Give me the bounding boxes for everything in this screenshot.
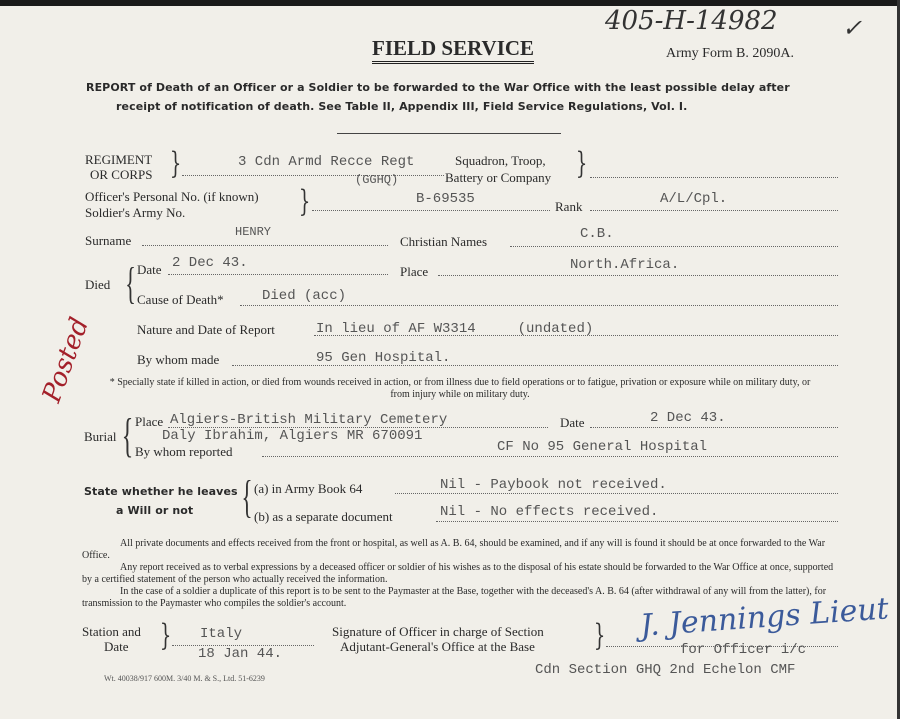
footnote: * Specially state if killed in action, or died from wounds received in action, or from illness due to field operations or to fatigue, privation or exposure while on military duty, or from injury while on military duty. xyxy=(109,377,811,400)
print-code: Wt. 40038/917 600M. 3/40 M. & S., Ltd. 51-6239 xyxy=(104,674,265,683)
dotted-fill-line xyxy=(436,521,838,522)
nature-value: In lieu of AF W3314 (undated) xyxy=(316,321,594,337)
dotted-fill-line xyxy=(240,305,838,306)
form-number: Army Form B. 2090A. xyxy=(666,46,794,61)
will-question-1: State whether he leaves xyxy=(84,485,238,498)
officer-no-label: Officer's Personal No. (if known) xyxy=(85,189,259,204)
will-a-label: (a) in Army Book 64 xyxy=(254,481,363,496)
brace: } xyxy=(169,146,182,181)
signature-label-1: Signature of Officer in charge of Section xyxy=(332,624,544,639)
officer-line-1: for Officer i/c xyxy=(680,642,807,658)
place-label: Place xyxy=(400,264,429,279)
surname-label: Surname xyxy=(85,233,132,248)
dotted-fill-line xyxy=(262,456,838,457)
paragraph-3: In the case of a soldier a duplicate of this report is to be sent to the Paymaster at the Base, together with the deceased's A. B. 64 (after withdrawal of any will from the latter), for transmission to the Paymaster who compiles the soldier's account. xyxy=(82,586,827,609)
rank-label: Rank xyxy=(555,199,583,214)
brace: } xyxy=(575,146,588,181)
brace: } xyxy=(159,618,172,653)
dotted-fill-line xyxy=(168,274,388,275)
dotted-fill-line xyxy=(182,175,444,176)
signature-label-2: Adjutant-General's Office at the Base xyxy=(340,639,535,654)
intro-line-1: REPORT of Death of an Officer or a Soldier to be forwarded to the War Office with the least possible delay after xyxy=(86,81,790,94)
soldier-no-label: Soldier's Army No. xyxy=(85,205,186,220)
brace: } xyxy=(298,184,311,219)
battery-label: Battery or Company xyxy=(445,170,552,185)
station-label: Station and xyxy=(82,624,141,639)
by-whom-made-label: By whom made xyxy=(137,352,220,367)
will-b-label: (b) as a separate document xyxy=(254,509,393,524)
dotted-fill-line xyxy=(510,246,838,247)
burial-date-label: Date xyxy=(560,415,585,430)
regiment-value: 3 Cdn Armd Recce Regt xyxy=(238,154,415,170)
dotted-fill-line xyxy=(312,210,550,211)
by-whom-made-value: 95 Gen Hospital. xyxy=(316,350,451,366)
burial-place-label: Place xyxy=(135,414,164,429)
cause-label: Cause of Death* xyxy=(137,292,224,307)
brace: } xyxy=(593,618,606,653)
dotted-fill-line xyxy=(438,275,838,276)
reported-by-value: CF No 95 General Hospital xyxy=(497,439,708,455)
surname-value: HENRY xyxy=(235,225,272,239)
burial-label: Burial xyxy=(84,429,117,444)
regiment-sub-value: (GGHQ) xyxy=(355,173,399,187)
dotted-fill-line xyxy=(395,493,838,494)
burial-place-value-2: Daly Ibrahim, Algiers MR 670091 xyxy=(162,428,423,444)
nature-label: Nature and Date of Report xyxy=(137,322,275,337)
dotted-fill-line xyxy=(590,427,838,428)
brace: { xyxy=(121,409,134,462)
divider xyxy=(337,133,561,134)
dotted-fill-line xyxy=(590,177,838,178)
corps-label: OR CORPS xyxy=(90,167,153,182)
burial-date-value: 2 Dec 43. xyxy=(650,410,726,426)
rank-value: A/L/Cpl. xyxy=(660,191,728,207)
brace: { xyxy=(125,259,136,308)
regiment-label: REGIMENT xyxy=(85,152,153,167)
brace: { xyxy=(241,471,253,522)
will-a-value: Nil - Paybook not received. xyxy=(440,477,667,493)
paragraph-2: Any report received as to verbal expressions by a deceased officer or soldier of his wishes as to the disposal of his estate should be forwarded to the War Office at once, supported by a certified statement of the person who actually received the information. xyxy=(82,562,834,585)
officer-line-2: Cdn Section GHQ 2nd Echelon CMF xyxy=(535,662,796,678)
intro-line-2: receipt of notification of death. See Table II, Appendix III, Field Service Regulations, Vol. I. xyxy=(116,100,688,113)
will-question-2: a Will or not xyxy=(116,504,194,517)
officer-signature: J. Jennings Lieut xyxy=(639,591,890,644)
by-whom-reported-label: By whom reported xyxy=(135,444,233,459)
station-value: Italy xyxy=(200,626,243,642)
christian-names-label: Christian Names xyxy=(400,234,488,249)
army-number-value: B-69535 xyxy=(416,191,475,207)
christian-names-value: C.B. xyxy=(580,226,614,242)
will-b-value: Nil - No effects received. xyxy=(440,504,659,520)
dotted-fill-line xyxy=(590,210,838,211)
burial-place-value: Algiers-British Military Cemetery xyxy=(170,412,448,428)
dotted-fill-line xyxy=(142,245,388,246)
station-date-value: 18 Jan 44. xyxy=(198,646,283,662)
paragraph-1: All private documents and effects received from the front or hospital, as well as A. B. 64, should be examined, and if any will is found it should be at once forwarded to the War Office. xyxy=(82,538,826,561)
place-value: North.Africa. xyxy=(570,257,680,273)
check-mark-icon: ✓ xyxy=(842,14,863,42)
died-date-label: Date xyxy=(137,262,162,277)
red-annotation: Posted xyxy=(36,313,96,407)
squadron-label: Squadron, Troop, xyxy=(455,153,546,168)
form-title: FIELD SERVICE xyxy=(372,36,534,64)
died-date-value: 2 Dec 43. xyxy=(172,255,248,271)
cause-value: Died (acc) xyxy=(262,288,347,304)
file-number: 405-H-14982 xyxy=(605,6,778,36)
died-label: Died xyxy=(85,277,111,292)
station-date-label: Date xyxy=(104,639,129,654)
